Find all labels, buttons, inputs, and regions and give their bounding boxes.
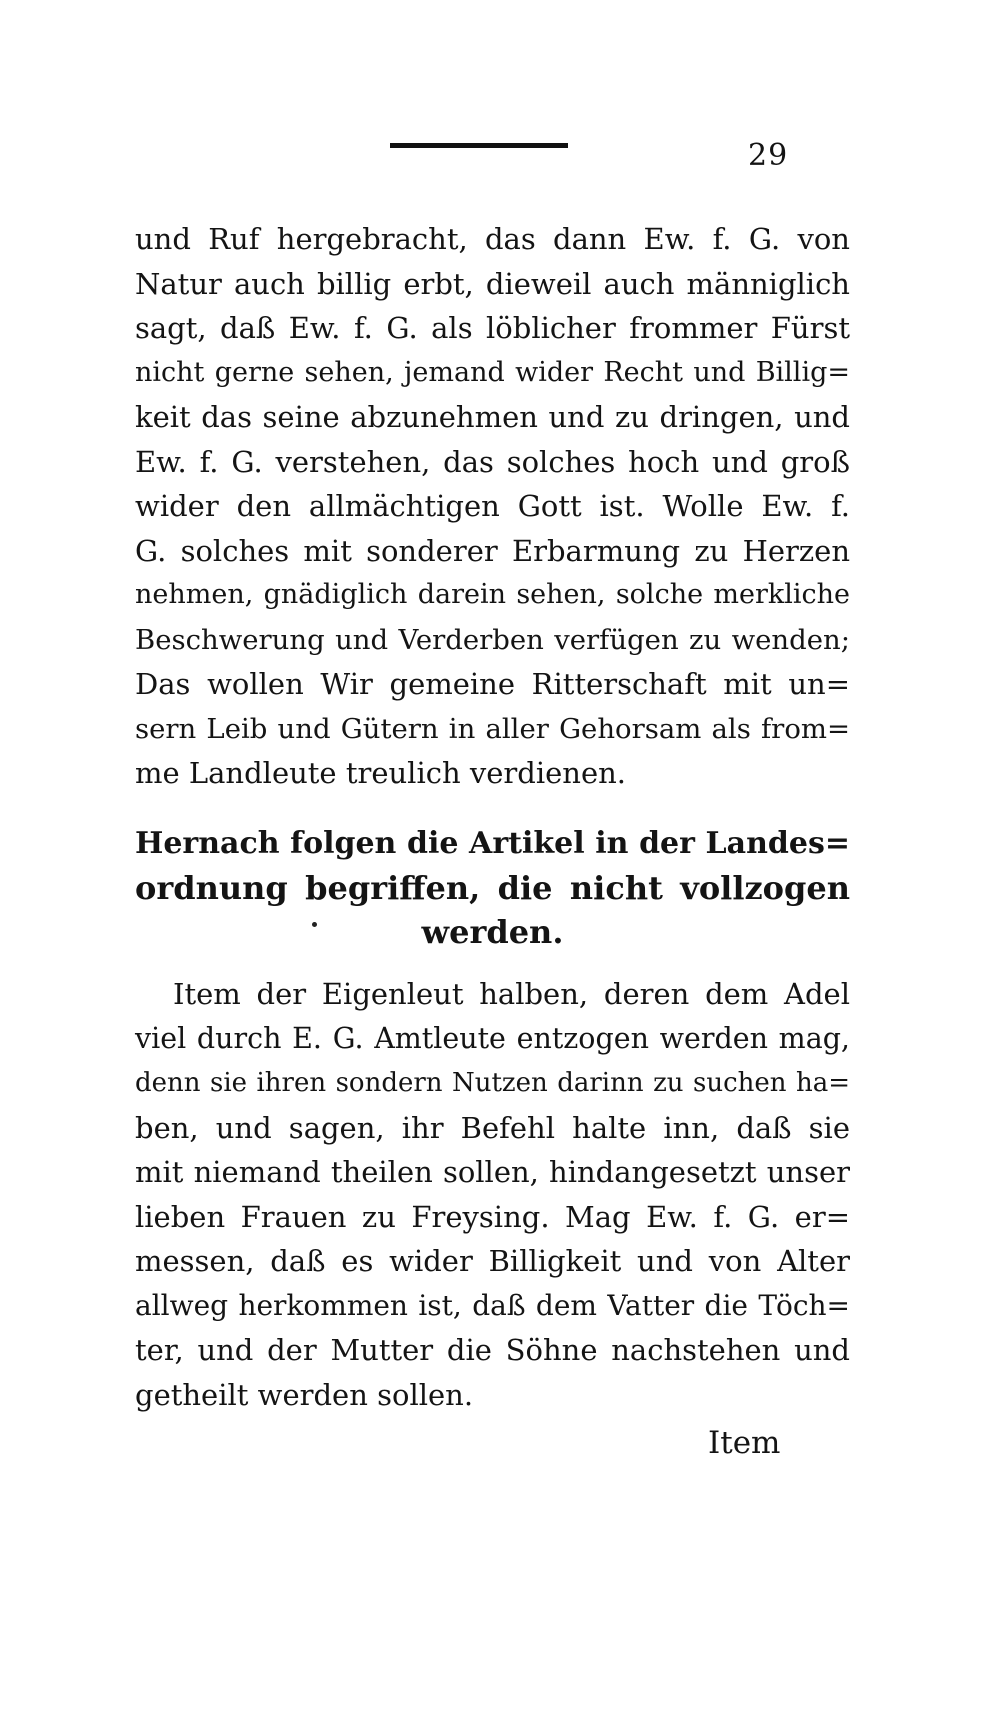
text-line: keit das seine abzunehmen und zu dringen, und [135,400,850,434]
heading-line: ordnung begriffen, die nicht vollzogen [135,869,850,907]
page-number: 29 [748,138,789,173]
text-line: Das wollen Wir gemeine Ritterschaft mit un= [135,667,850,701]
text-line: messen, daß es wider Billigkeit und von Alter [135,1244,850,1278]
text-line: denn sie ihren sondern Nutzen darinn zu suchen ha= [135,1068,850,1098]
text-line: ter, und der Mutter die Söhne nachstehen und [135,1333,850,1367]
text-line: Item der Eigenleut halben, deren dem Adel [173,977,850,1011]
paragraph-petition [135,217,850,796]
ink-speck [312,922,317,927]
section-heading [135,822,850,954]
header-rule [390,143,568,148]
heading-line: werden. [421,913,564,951]
text-line: Natur auch billig erbt, dieweil auch männiglich [135,266,850,301]
text-line: me Landleute treulich verdienen. [135,756,627,790]
text-line: mit niemand theilen sollen, hindangesetzt unser [135,1155,850,1189]
text-line: nicht gerne sehen, jemand wider Recht und Billig= [135,356,850,388]
text-line: Ew. f. G. verstehen, das solches hoch und groß [135,444,850,479]
catchword: Item [708,1425,781,1461]
text-line: und Ruf hergebracht, das dann Ew. f. G. von [135,222,850,256]
text-line: getheilt werden sollen. [135,1377,474,1412]
text-line: sagt, daß Ew. f. G. als löblicher frommer Fürst [135,311,850,345]
text-line: nehmen, gnädiglich darein sehen, solche merkliche [135,579,850,610]
text-line: sern Leib und Gütern in aller Gehorsam als from= [135,712,850,745]
paragraph-eigenleut [135,972,850,1417]
text-line: wider den allmächtigen Gott ist. Wolle Ew. f. [135,489,850,523]
text-line: viel durch E. G. Amtleute entzogen werden mag, [135,1021,850,1055]
text-line: G. solches mit sonderer Erbarmung zu Herzen [135,533,850,568]
text-line: lieben Frauen zu Freysing. Mag Ew. f. G. er= [135,1199,850,1234]
text-line: Beschwerung und Verderben verfügen zu wenden; [135,623,850,656]
heading-line: Hernach folgen die Artikel in der Landes= [135,826,850,861]
text-line: allweg herkommen ist, daß dem Vatter die Töch= [135,1288,850,1322]
text-line: ben, und sagen, ihr Befehl halte inn, daß sie [135,1110,850,1145]
